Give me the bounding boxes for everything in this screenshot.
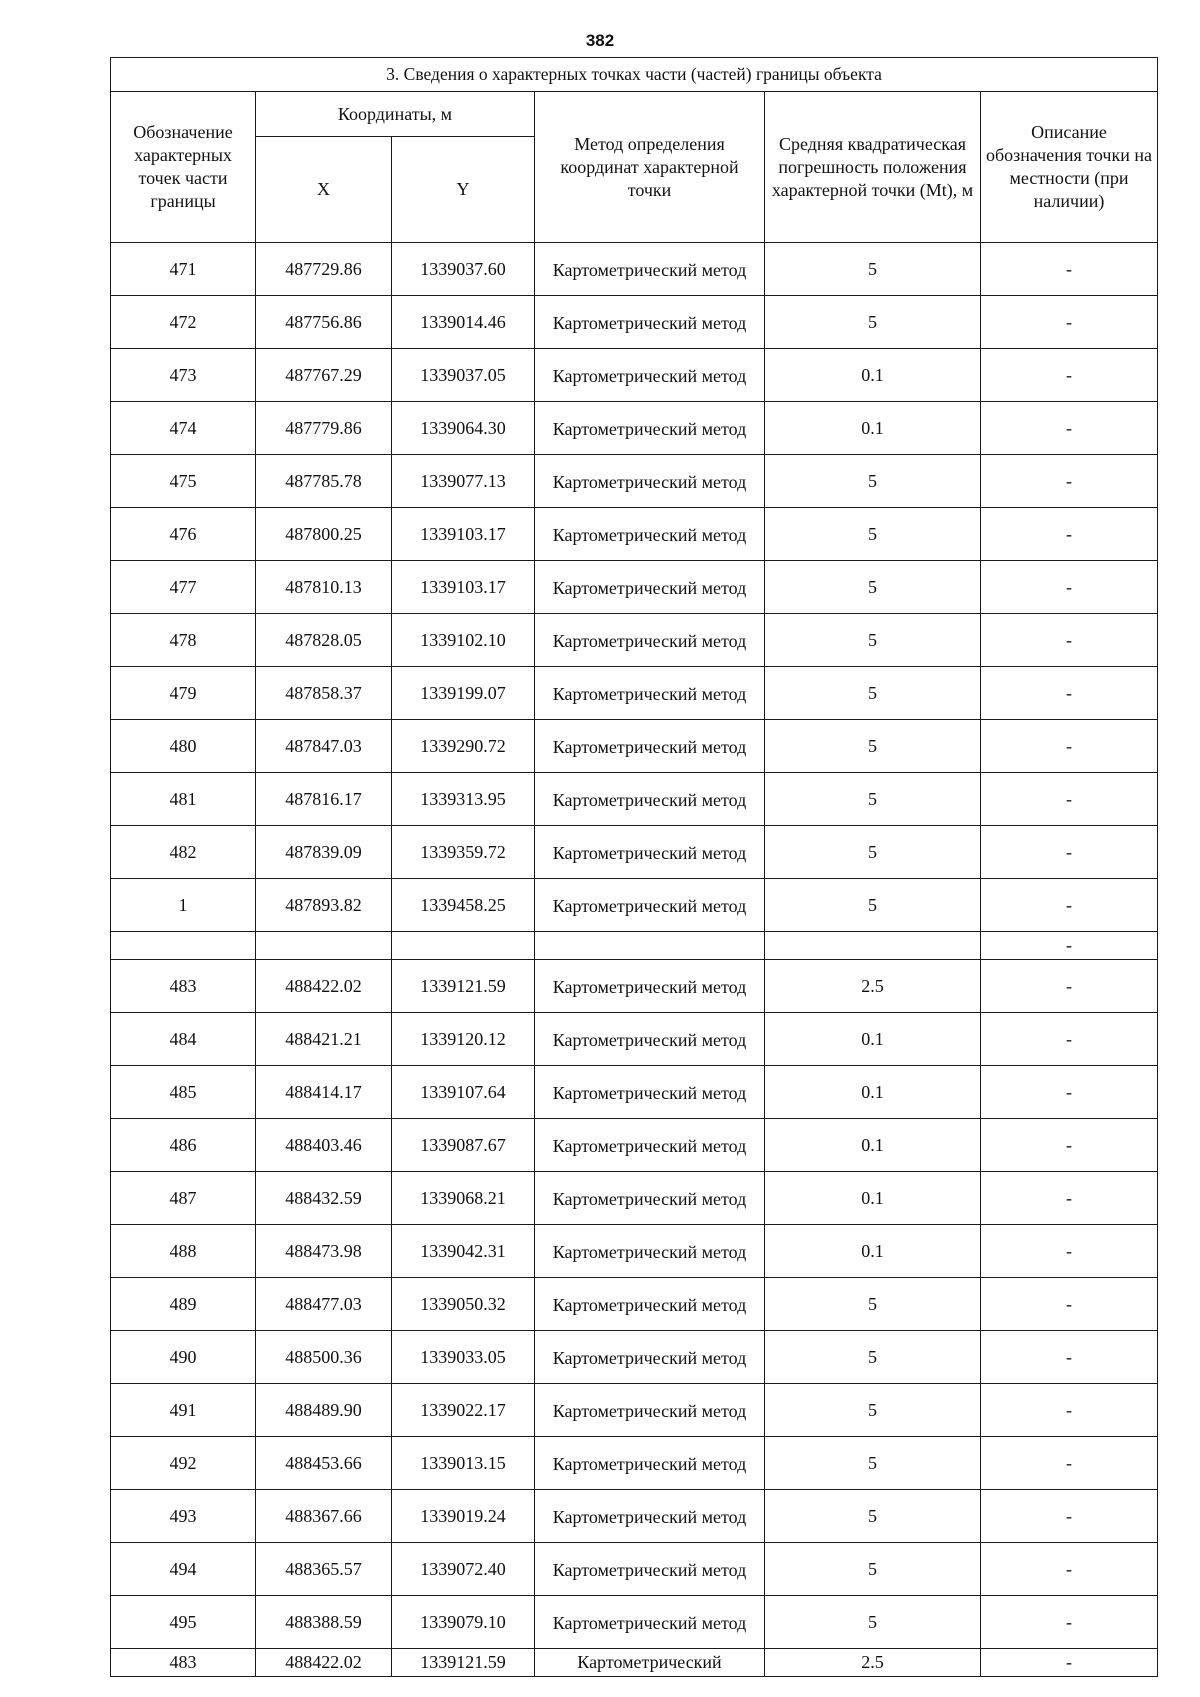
table-row (111, 508, 1158, 561)
cell-y: 1339019.24 (392, 1490, 535, 1543)
cell-description: - (981, 960, 1158, 1013)
cell-x: 488421.21 (256, 1013, 392, 1066)
table-row (111, 561, 1158, 614)
cell-y: 1339022.17 (392, 1384, 535, 1437)
table-row (111, 773, 1158, 826)
cell-description: - (981, 1066, 1158, 1119)
cell-description: - (981, 1172, 1158, 1225)
cell-y: 1339037.05 (392, 349, 535, 402)
boundary-points-table (110, 57, 1158, 1677)
cell-error: 5 (765, 1331, 981, 1384)
cell-point: 480 (111, 720, 256, 773)
cell-description: - (981, 773, 1158, 826)
cell-error: 5 (765, 296, 981, 349)
cell-y: 1339103.17 (392, 508, 535, 561)
cell-description: - (981, 1437, 1158, 1490)
table-row (111, 296, 1158, 349)
empty-cell (256, 932, 392, 960)
table-row (111, 1172, 1158, 1225)
cell-description: - (981, 349, 1158, 402)
cell-y: 1339033.05 (392, 1331, 535, 1384)
cell-point: 490 (111, 1331, 256, 1384)
header-description: Описание обозначения точки на местности (при наличии) (981, 92, 1158, 243)
page-number: 382 (585, 31, 615, 50)
cell-point: 495 (111, 1596, 256, 1649)
cell-point: 493 (111, 1490, 256, 1543)
cell-description: - (981, 296, 1158, 349)
table-row (111, 1649, 1158, 1677)
cell-y: 1339313.95 (392, 773, 535, 826)
table-row (111, 614, 1158, 667)
cell-error: 5 (765, 667, 981, 720)
cell-y: 1339037.60 (392, 243, 535, 296)
cell-error: 0.1 (765, 1225, 981, 1278)
cell-description: - (981, 1225, 1158, 1278)
table-row (111, 826, 1158, 879)
cell-y: 1339121.59 (392, 960, 535, 1013)
cell-error: 5 (765, 1437, 981, 1490)
cell-y: 1339013.15 (392, 1437, 535, 1490)
cell-error: 5 (765, 720, 981, 773)
cell-method: Картометрический метод (535, 349, 765, 402)
cell-error: 5 (765, 773, 981, 826)
cell-point: 483 (111, 1649, 256, 1677)
cell-description: - (981, 1649, 1158, 1677)
cell-point: 489 (111, 1278, 256, 1331)
cell-x: 487800.25 (256, 508, 392, 561)
cell-y: 1339014.46 (392, 296, 535, 349)
cell-y: 1339120.12 (392, 1013, 535, 1066)
cell-description: - (981, 455, 1158, 508)
cell-x: 487785.78 (256, 455, 392, 508)
cell-method: Картометрический метод (535, 561, 765, 614)
cell-error: 5 (765, 1278, 981, 1331)
cell-method: Картометрический метод (535, 1490, 765, 1543)
cell-y: 1339050.32 (392, 1278, 535, 1331)
cell-error: 0.1 (765, 402, 981, 455)
cell-y: 1339079.10 (392, 1596, 535, 1649)
table-row (111, 1331, 1158, 1384)
cell-point: 476 (111, 508, 256, 561)
cell-method: Картометрический метод (535, 720, 765, 773)
cell-point: 485 (111, 1066, 256, 1119)
cell-description: - (981, 667, 1158, 720)
cell-point: 482 (111, 826, 256, 879)
cell-error: 5 (765, 1384, 981, 1437)
cell-method: Картометрический (535, 1649, 765, 1677)
cell-error: 2.5 (765, 960, 981, 1013)
cell-y: 1339103.17 (392, 561, 535, 614)
cell-x: 487756.86 (256, 296, 392, 349)
cell-x: 488367.66 (256, 1490, 392, 1543)
cell-point: 474 (111, 402, 256, 455)
cell-description: - (981, 402, 1158, 455)
cell-error: 5 (765, 1596, 981, 1649)
cell-method: Картометрический метод (535, 508, 765, 561)
cell-point: 472 (111, 296, 256, 349)
table-row (111, 1596, 1158, 1649)
cell-y: 1339107.64 (392, 1066, 535, 1119)
cell-description: - (981, 879, 1158, 932)
cell-error: 0.1 (765, 1119, 981, 1172)
cell-description: - (981, 561, 1158, 614)
cell-y: 1339121.59 (392, 1649, 535, 1677)
cell-error: 5 (765, 1490, 981, 1543)
cell-point: 471 (111, 243, 256, 296)
header-error: Средняя квадратическая погрешность положения характерной точки (Mt), м (765, 92, 981, 243)
cell-method: Картометрический метод (535, 243, 765, 296)
cell-description: - (981, 1119, 1158, 1172)
cell-method: Картометрический метод (535, 402, 765, 455)
cell-description: - (981, 1384, 1158, 1437)
cell-point: 492 (111, 1437, 256, 1490)
table-row (111, 1225, 1158, 1278)
table-row (111, 1490, 1158, 1543)
cell-y: 1339072.40 (392, 1543, 535, 1596)
cell-method: Картометрический метод (535, 667, 765, 720)
cell-method: Картометрический метод (535, 1225, 765, 1278)
cell-description: - (981, 826, 1158, 879)
cell-x: 487779.86 (256, 402, 392, 455)
cell-description: - (981, 1596, 1158, 1649)
table-row (111, 720, 1158, 773)
cell-description: - (981, 932, 1158, 960)
cell-error: 5 (765, 826, 981, 879)
cell-point: 473 (111, 349, 256, 402)
cell-x: 488473.98 (256, 1225, 392, 1278)
cell-point: 481 (111, 773, 256, 826)
cell-error: 0.1 (765, 1013, 981, 1066)
empty-cell (111, 932, 256, 960)
cell-description: - (981, 1331, 1158, 1384)
cell-y: 1339064.30 (392, 402, 535, 455)
cell-method: Картометрический метод (535, 1119, 765, 1172)
cell-x: 487816.17 (256, 773, 392, 826)
cell-method: Картометрический метод (535, 1596, 765, 1649)
cell-method: Картометрический метод (535, 1278, 765, 1331)
header-point: Обозначение характерных точек части границы (111, 92, 256, 243)
cell-y: 1339102.10 (392, 614, 535, 667)
table-row (111, 1278, 1158, 1331)
cell-description: - (981, 1278, 1158, 1331)
cell-description: - (981, 508, 1158, 561)
cell-x: 488500.36 (256, 1331, 392, 1384)
cell-x: 487893.82 (256, 879, 392, 932)
cell-x: 488477.03 (256, 1278, 392, 1331)
empty-cell (535, 932, 765, 960)
cell-method: Картометрический метод (535, 773, 765, 826)
cell-x: 487839.09 (256, 826, 392, 879)
cell-method: Картометрический метод (535, 614, 765, 667)
cell-point: 479 (111, 667, 256, 720)
cell-description: - (981, 243, 1158, 296)
cell-method: Картометрический метод (535, 296, 765, 349)
cell-x: 487767.29 (256, 349, 392, 402)
cell-error: 5 (765, 455, 981, 508)
cell-description: - (981, 1490, 1158, 1543)
cell-method: Картометрический метод (535, 1172, 765, 1225)
cell-point: 491 (111, 1384, 256, 1437)
cell-error: 2.5 (765, 1649, 981, 1677)
cell-method: Картометрический метод (535, 1437, 765, 1490)
cell-point: 483 (111, 960, 256, 1013)
cell-error: 5 (765, 879, 981, 932)
cell-method: Картометрический метод (535, 826, 765, 879)
separator-row (111, 932, 1158, 960)
table-row (111, 243, 1158, 296)
cell-x: 488414.17 (256, 1066, 392, 1119)
cell-x: 488432.59 (256, 1172, 392, 1225)
table-caption-row (111, 58, 1158, 92)
cell-y: 1339290.72 (392, 720, 535, 773)
table-row (111, 1543, 1158, 1596)
header-coordinates: Координаты, м (256, 92, 535, 137)
table-row (111, 1013, 1158, 1066)
cell-x: 488388.59 (256, 1596, 392, 1649)
table-row (111, 455, 1158, 508)
table-row (111, 1384, 1158, 1437)
cell-x: 488422.02 (256, 1649, 392, 1677)
cell-error: 0.1 (765, 349, 981, 402)
table-row (111, 667, 1158, 720)
cell-x: 487847.03 (256, 720, 392, 773)
cell-method: Картометрический метод (535, 1331, 765, 1384)
cell-point: 487 (111, 1172, 256, 1225)
table-row (111, 960, 1158, 1013)
cell-description: - (981, 720, 1158, 773)
empty-cell (392, 932, 535, 960)
cell-error: 5 (765, 243, 981, 296)
cell-x: 488489.90 (256, 1384, 392, 1437)
header-y: Y (392, 137, 535, 243)
cell-point: 477 (111, 561, 256, 614)
cell-point: 488 (111, 1225, 256, 1278)
cell-y: 1339199.07 (392, 667, 535, 720)
cell-point: 494 (111, 1543, 256, 1596)
cell-y: 1339359.72 (392, 826, 535, 879)
cell-description: - (981, 1013, 1158, 1066)
cell-description: - (981, 1543, 1158, 1596)
cell-method: Картометрический метод (535, 1013, 765, 1066)
header-method: Метод определения координат характерной точки (535, 92, 765, 243)
cell-method: Картометрический метод (535, 1066, 765, 1119)
cell-x: 488453.66 (256, 1437, 392, 1490)
cell-method: Картометрический метод (535, 455, 765, 508)
cell-point: 475 (111, 455, 256, 508)
table-row (111, 402, 1158, 455)
cell-y: 1339077.13 (392, 455, 535, 508)
cell-point: 484 (111, 1013, 256, 1066)
cell-x: 487810.13 (256, 561, 392, 614)
cell-point: 486 (111, 1119, 256, 1172)
cell-method: Картометрический метод (535, 879, 765, 932)
cell-error: 0.1 (765, 1172, 981, 1225)
cell-error: 5 (765, 1543, 981, 1596)
cell-y: 1339068.21 (392, 1172, 535, 1225)
cell-error: 5 (765, 508, 981, 561)
cell-x: 487828.05 (256, 614, 392, 667)
cell-method: Картометрический метод (535, 1384, 765, 1437)
cell-error: 5 (765, 614, 981, 667)
cell-y: 1339458.25 (392, 879, 535, 932)
cell-method: Картометрический метод (535, 1543, 765, 1596)
cell-point: 1 (111, 879, 256, 932)
cell-x: 488422.02 (256, 960, 392, 1013)
table-row (111, 1066, 1158, 1119)
table-row (111, 879, 1158, 932)
empty-cell (765, 932, 981, 960)
table-row (111, 349, 1158, 402)
header-x: X (256, 137, 392, 243)
cell-error: 0.1 (765, 1066, 981, 1119)
table-row (111, 1119, 1158, 1172)
cell-x: 488403.46 (256, 1119, 392, 1172)
cell-x: 488365.57 (256, 1543, 392, 1596)
table-row (111, 1437, 1158, 1490)
cell-description: - (981, 614, 1158, 667)
table-caption: 3. Сведения о характерных точках части (частей) границы объекта (111, 58, 1158, 92)
cell-y: 1339042.31 (392, 1225, 535, 1278)
cell-y: 1339087.67 (392, 1119, 535, 1172)
cell-error: 5 (765, 561, 981, 614)
cell-x: 487858.37 (256, 667, 392, 720)
cell-method: Картометрический метод (535, 960, 765, 1013)
cell-x: 487729.86 (256, 243, 392, 296)
header-row-1 (111, 92, 1158, 137)
cell-point: 478 (111, 614, 256, 667)
